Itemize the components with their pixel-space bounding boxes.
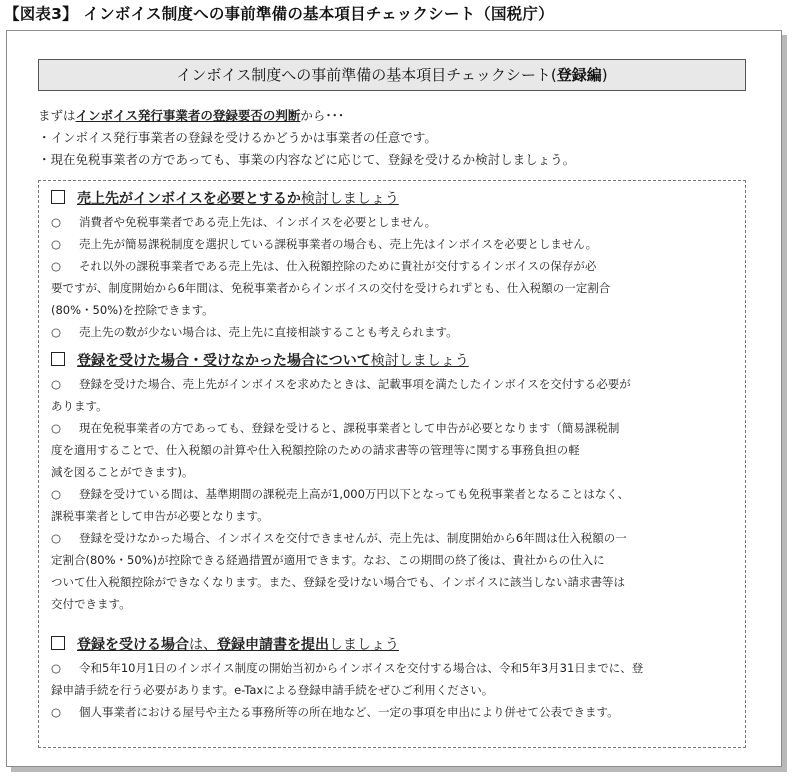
list-item bbox=[51, 255, 741, 321]
section-register-or-not bbox=[51, 349, 741, 615]
heading-plain: しましょう bbox=[329, 637, 399, 653]
sheet-title bbox=[38, 59, 746, 91]
intro-lead-strong: インボイス発行事業者の登録要否の判断 bbox=[75, 108, 301, 123]
item-line: 個人事業者における屋号や主たる事務所等の所在地など、一定の事項を申出により併せて公表できます。 bbox=[79, 705, 619, 719]
list-item bbox=[51, 527, 741, 615]
list-item bbox=[51, 233, 741, 255]
heading-plain: 検討しましょう bbox=[300, 191, 399, 207]
list-item bbox=[51, 373, 741, 417]
list-item bbox=[51, 701, 741, 723]
circle-bullet-icon: ○ bbox=[51, 259, 62, 273]
item-line: 売上先が簡易課税制度を選択している課税事業者の場合も、売上先はインボイスを必要としません。 bbox=[79, 237, 598, 251]
item-line: ついて仕入税額控除ができなくなります。また、登録を受けない場合でも、インボイスに該当しない請求書等は bbox=[51, 575, 625, 589]
section-invoice-need bbox=[51, 187, 741, 343]
item-line: 度を適用することで、仕入税額の計算や仕入税額控除のための請求書等の管理等に関する事務負担の軽 bbox=[51, 443, 580, 457]
item-line: 交付できます。 bbox=[51, 597, 131, 611]
item-line: 消費者や免税事業者である売上先は、インボイスを必要としません。 bbox=[79, 215, 437, 229]
heading-plain: 検討しましょう bbox=[370, 353, 469, 369]
list-item bbox=[51, 321, 741, 343]
section-heading bbox=[51, 633, 741, 657]
item-line: 登録を受けている間は、基準期間の課税売上高が1,000万円以下となっても免税事業者となることはなく、 bbox=[79, 487, 630, 501]
section-heading bbox=[51, 187, 741, 211]
heading-strong: 売上先がインボイスを必要とするか bbox=[77, 191, 301, 207]
intro-block bbox=[38, 105, 758, 171]
heading-strong: 登録を受ける場合 bbox=[77, 637, 189, 653]
circle-bullet-icon: ○ bbox=[51, 377, 62, 391]
figure-title: 【図表3】 インボイス制度への事前準備の基本項目チェックシート（国税庁） bbox=[4, 5, 554, 23]
circle-bullet-icon: ○ bbox=[51, 531, 62, 545]
item-line: 定割合(80%・50%)が控除できる経過措置が適用できます。なお、この期間の終了後は、貴社からの仕入に bbox=[51, 553, 605, 567]
circle-bullet-icon: ○ bbox=[51, 421, 62, 435]
intro-lead bbox=[38, 105, 758, 127]
item-line: 減を図ることができます)。 bbox=[51, 465, 194, 479]
item-line: 録申請手続を行う必要があります。e-Taxによる登録申請手続をぜひご利用ください。 bbox=[51, 683, 494, 697]
circle-bullet-icon: ○ bbox=[51, 215, 62, 229]
sheet-title-bold: 登録編 bbox=[556, 66, 602, 84]
item-line: (80%・50%)を控除できます。 bbox=[51, 303, 214, 317]
list-item bbox=[51, 657, 741, 701]
section-heading bbox=[51, 349, 741, 373]
item-line: 令和5年10月1日のインボイス制度の開始当初からインボイスを交付する場合は、令和5年3月31日までに、登 bbox=[79, 661, 644, 675]
sheet-title-main: インボイス制度への事前準備の基本項目チェックシート( bbox=[176, 66, 557, 84]
list-item bbox=[51, 211, 741, 233]
item-line: 課税事業者として申告が必要となります。 bbox=[51, 509, 269, 523]
circle-bullet-icon: ○ bbox=[51, 325, 62, 339]
item-line: 現在免税事業者の方であっても、登録を受けると、課税事業者として申告が必要となります（簡易課税制 bbox=[79, 421, 620, 435]
list-item bbox=[51, 417, 741, 483]
item-line: あります。 bbox=[51, 399, 108, 413]
item-line: 売上先の数が少ない場合は、売上先に直接相談することも考えられます。 bbox=[79, 325, 458, 339]
item-line: 登録を受けなかった場合、インボイスを交付できませんが、売上先は、制度開始から6年間は仕入税額の一 bbox=[79, 531, 627, 545]
checkbox-icon[interactable] bbox=[51, 352, 65, 366]
sheet-title-end: ) bbox=[601, 66, 608, 84]
section-submit-application bbox=[51, 633, 741, 723]
intro-line: ・現在免税事業者の方であっても、事業の内容などに応じて、登録を受けるか検討しましょう。 bbox=[38, 152, 576, 167]
circle-bullet-icon: ○ bbox=[51, 487, 62, 501]
item-line: それ以外の課税事業者である売上先は、仕入税額控除のために貴社が交付するインボイスの保存が必 bbox=[79, 259, 597, 273]
checksheet-panel bbox=[6, 30, 782, 767]
item-line: 登録を受けた場合、売上先がインボイスを求めたときは、記載事項を満たしたインボイスを交付する必要が bbox=[79, 377, 631, 391]
checklist-box bbox=[38, 180, 746, 748]
circle-bullet-icon: ○ bbox=[51, 661, 62, 675]
intro-lead-post: から･･･ bbox=[300, 108, 345, 123]
heading-strong: 登録申請書を提出 bbox=[217, 637, 329, 653]
heading-strong: 登録を受けた場合・受けなかった場合について bbox=[77, 353, 371, 369]
list-item bbox=[51, 483, 741, 527]
intro-line: ・インボイス発行事業者の登録を受けるかどうかは事業者の任意です。 bbox=[38, 130, 437, 145]
circle-bullet-icon: ○ bbox=[51, 705, 62, 719]
circle-bullet-icon: ○ bbox=[51, 237, 62, 251]
checkbox-icon[interactable] bbox=[51, 190, 65, 204]
heading-plain: は、 bbox=[189, 637, 217, 653]
item-line: 要ですが、制度開始から6年間は、免税事業者からインボイスの交付を受けられずとも、仕入税額の一定割合 bbox=[51, 281, 611, 295]
checkbox-icon[interactable] bbox=[51, 636, 65, 650]
intro-lead-pre: まずは bbox=[38, 108, 76, 123]
